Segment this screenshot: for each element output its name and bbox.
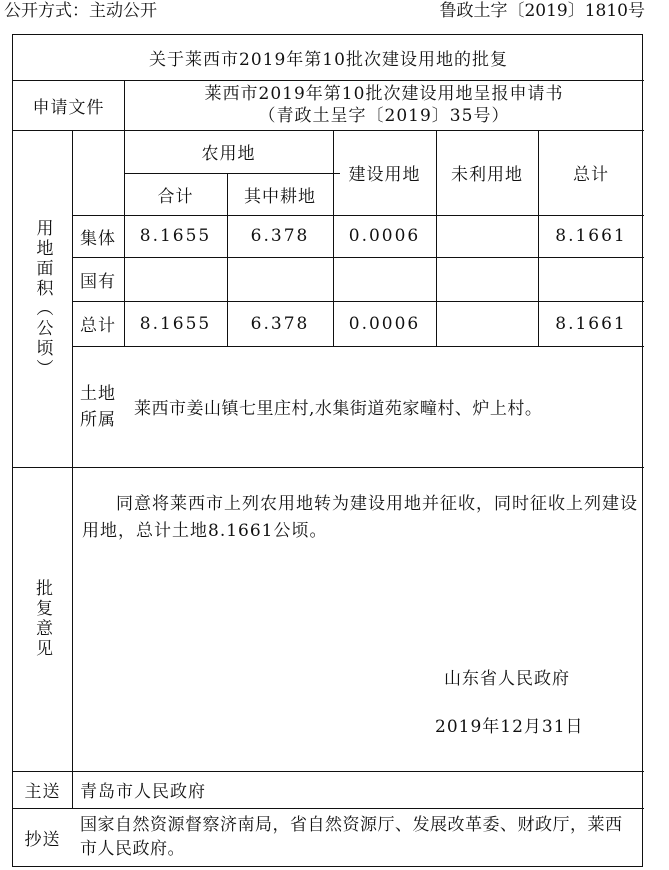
construction-land-header: 建设用地 — [348, 165, 421, 185]
cc-label: 抄送 — [24, 829, 61, 850]
document-title: 关于莱西市2019年第10批次建设用地的批复 — [149, 50, 508, 70]
ownership-value: 莱西市姜山镇七里庄村,水集街道苑家疃村、炉上村。 — [134, 399, 543, 419]
subtotal-header: 合计 — [157, 186, 194, 207]
row-name-state-owned: 国有 — [80, 271, 116, 292]
cc-value: 国家自然资源督察济南局，省自然资源厅、发展改革委、财政厅，莱西市人民政府。 — [80, 815, 623, 859]
table-cell — [227, 257, 333, 301]
table-cell — [538, 257, 644, 301]
document-number: 鲁政土字〔2019〕1810号 — [439, 1, 645, 21]
main-recipient-value: 青岛市人民政府 — [80, 782, 206, 802]
issuing-authority: 山东省人民政府 — [444, 669, 570, 689]
main-recipient-label: 主送 — [24, 782, 61, 802]
table-cell — [436, 215, 538, 257]
unused-land-header: 未利用地 — [451, 165, 523, 185]
row-name-collective: 集体 — [80, 228, 116, 249]
approval-text: 同意将莱西市上列农用地转为建设用地并征收，同时征收上列建设用地，总计土地8.1661公顷。 — [82, 494, 638, 541]
table-cell — [436, 301, 538, 346]
application-label: 申请文件 — [32, 97, 105, 118]
table-cell — [124, 257, 227, 301]
arable-header: 其中耕地 — [244, 186, 316, 207]
approval-form-table — [12, 34, 643, 867]
table-cell: 8.1655 — [139, 226, 212, 246]
table-cell: 8.1661 — [555, 226, 627, 246]
approval-date: 2019年12月31日 — [435, 717, 584, 737]
table-cell — [436, 257, 538, 301]
disclosure-method: 公开方式：主动公开 — [4, 1, 157, 21]
approval-label: 批复意见 — [32, 579, 52, 659]
land-area-label: 用地面积（公顷） — [32, 218, 53, 379]
table-cell — [333, 257, 436, 301]
agricultural-land-header: 农用地 — [201, 144, 256, 164]
ownership-label: 土地所属 — [80, 383, 116, 430]
row-name-total: 总计 — [80, 316, 116, 336]
table-cell: 0.0006 — [348, 226, 421, 246]
application-reference: （青政土呈字〔2019〕35号） — [258, 106, 510, 126]
table-cell: 8.1661 — [555, 313, 627, 334]
total-header: 总计 — [573, 165, 609, 185]
table-cell: 0.0006 — [348, 313, 421, 334]
application-title: 莱西市2019年第10批次建设用地呈报申请书 — [204, 84, 564, 104]
table-cell: 6.378 — [250, 313, 310, 334]
application-document — [124, 80, 644, 130]
table-cell: 6.378 — [250, 226, 310, 246]
table-cell: 8.1655 — [139, 313, 212, 334]
